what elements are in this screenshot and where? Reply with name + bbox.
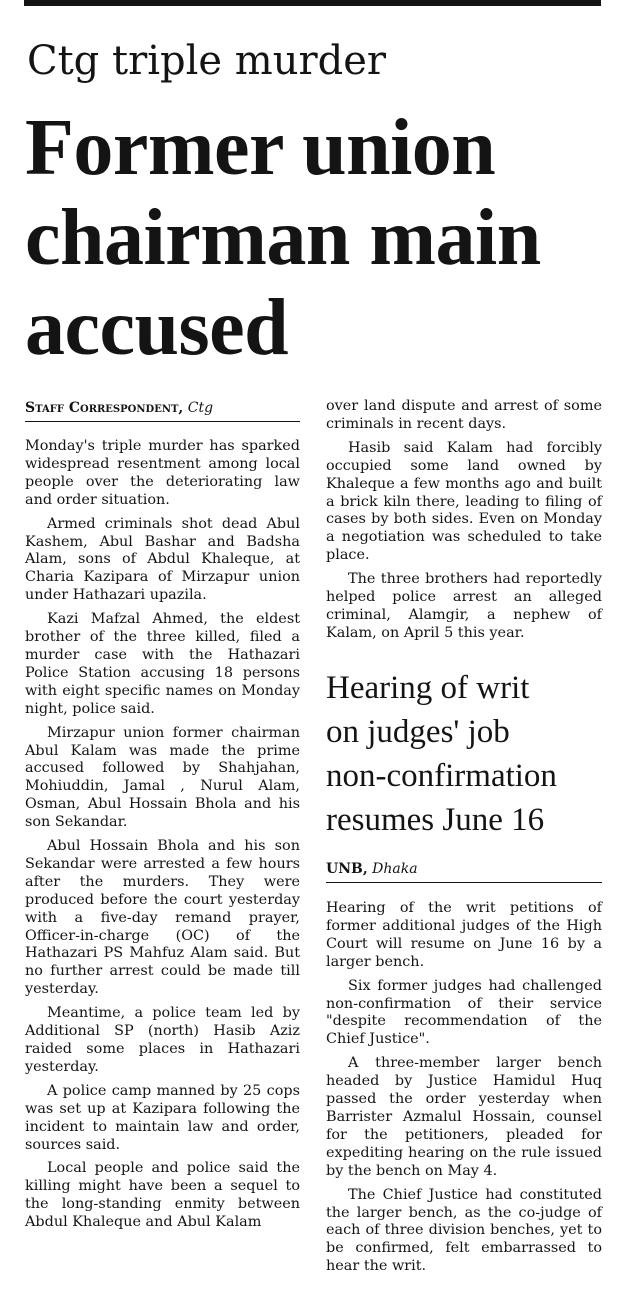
article-column-right (326, 398, 602, 649)
headline-line: Former union (25, 104, 496, 192)
headline-line: chairman main (25, 194, 541, 282)
article-paragraph: Armed criminals shot dead Abul Kashem, Abul Bashar and Badsha Alam, sons of Abdul Khaleque, at Charia Kazipara of Mirzapur union under Hathazari upazila. (25, 515, 300, 604)
article-column-left (25, 438, 300, 1238)
byline-rule (25, 421, 300, 422)
article-paragraph: Monday's triple murder has sparked widespread resentment among local people over the deteriorating law and order situation. (25, 438, 300, 508)
article-paragraph: Abul Hossain Bhola and his son Sekandar were arrested a few hours after the murders. They were produced before the court yesterday with a five-day remand prayer, Officer-in-charge (OC) of the Hathazari PS Mahfuz Alam said. But no further arrest could be made till yesterday. (25, 838, 300, 998)
headline-line: resumes June 16 (326, 802, 545, 838)
byline-rule (326, 882, 602, 883)
article-paragraph: A police camp manned by 25 cops was set up at Kazipara following the incident to maintain law and order, sources said. (25, 1082, 300, 1153)
byline-place: Ctg (187, 400, 214, 416)
headline-line: accused (25, 284, 289, 372)
article-paragraph: A three-member larger bench headed by Justice Hamidul Huq passed the order yesterday when Barrister Azmalul Hossain, counsel for the petitioners, pleaded for expediting hearing on the rule issued by the bench on May 4. (326, 1055, 602, 1179)
article-paragraph: Local people and police said the killing might have been a sequel to the long-standing enmity between Abdul Khaleque and Abul Kalam (25, 1160, 300, 1231)
article-headline (25, 103, 615, 373)
article-paragraph: The three brothers had reportedly helped police arrest an alleged criminal, Alamgir, a nephew of Kalam, on April 5 this year. (326, 571, 602, 641)
headline-line: Hearing of writ (326, 670, 530, 706)
headline-line: on judges' job (326, 714, 510, 750)
byline-name: Staff Correspondent, (25, 400, 184, 416)
article2-headline (326, 666, 616, 842)
article-paragraph: Hearing of the writ petitions of former additional judges of the High Court will resume on June 16 by a larger bench. (326, 900, 602, 970)
byline (25, 398, 213, 418)
byline-place: Dhaka (372, 861, 418, 877)
article-paragraph: Hasib said Kalam had forcibly occupied some land owned by Khaleque a few months ago and built a brick kiln there, leading to filing of cases by both sides. Even on Monday a negotiation was scheduled to take place. (326, 439, 602, 564)
article2-column (326, 900, 602, 1282)
headline-line: non-confirmation (326, 758, 557, 794)
article-paragraph: Kazi Mafzal Ahmed, the eldest brother of the three killed, filed a murder case with the Hathazari Police Station accusing 18 persons with eight specific names on Monday night, police said. (25, 611, 300, 717)
article-paragraph: Mirzapur union former chairman Abul Kalam was made the prime accused followed by Shahjahan, Mohiuddin, Jamal , Nurul Alam, Osman, Abul Hossain Bhola and his son Sekandar. (25, 724, 300, 831)
article-kicker: Ctg triple murder (27, 38, 386, 84)
article-paragraph: Six former judges had challenged non-confirmation of their service "despite recommendation of the Chief Justice". (326, 977, 602, 1048)
byline-name: UNB, (326, 861, 368, 877)
article-paragraph: Meantime, a police team led by Additional SP (north) Hasib Aziz raided some places in Hathazari yesterday. (25, 1005, 300, 1075)
article-paragraph: The Chief Justice had constituted the larger bench, as the co-judge of each of three division benches, yet to be confirmed, felt embarrassed to hear the writ. (326, 1186, 602, 1275)
top-rule (24, 0, 601, 6)
article2-byline (326, 859, 418, 879)
article-paragraph: over land dispute and arrest of some criminals in recent days. (326, 398, 602, 432)
